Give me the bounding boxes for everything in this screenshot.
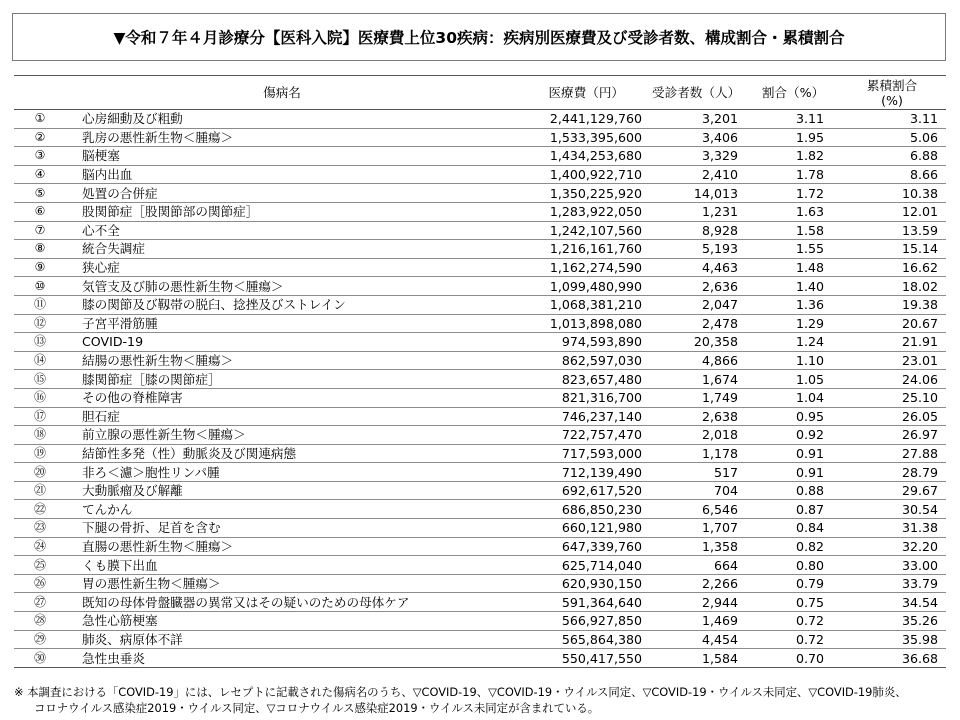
cumulative-cell: 12.01 xyxy=(838,202,946,221)
disease-name-cell: 脳梗塞 xyxy=(66,147,498,166)
header-ratio: 割合（%） xyxy=(748,76,838,110)
patients-cell: 1,707 xyxy=(652,519,748,538)
rank-cell: ⑰ xyxy=(14,407,66,426)
patients-cell: 2,478 xyxy=(652,314,748,333)
ratio-cell: 0.84 xyxy=(748,519,838,538)
disease-name-cell: 直腸の悪性新生物＜腫瘍＞ xyxy=(66,537,498,556)
cumulative-cell: 28.79 xyxy=(838,463,946,482)
patients-cell: 8,928 xyxy=(652,221,748,240)
ratio-cell: 0.87 xyxy=(748,500,838,519)
disease-name-cell: COVID-19 xyxy=(66,333,498,352)
table-row xyxy=(14,240,946,259)
cumulative-cell: 20.67 xyxy=(838,314,946,333)
ratio-cell: 1.58 xyxy=(748,221,838,240)
header-medical-cost: 医療費（円） xyxy=(498,76,652,110)
rank-cell: ⑪ xyxy=(14,295,66,314)
cumulative-cell: 18.02 xyxy=(838,277,946,296)
disease-name-cell: 胃の悪性新生物＜腫瘍＞ xyxy=(66,574,498,593)
cumulative-cell: 8.66 xyxy=(838,165,946,184)
medical-cost-cell: 823,657,480 xyxy=(498,370,652,389)
ratio-cell: 0.82 xyxy=(748,537,838,556)
disease-name-cell: くも膜下出血 xyxy=(66,556,498,575)
table-row xyxy=(14,500,946,519)
medical-cost-cell: 625,714,040 xyxy=(498,556,652,575)
rank-cell: ② xyxy=(14,128,66,147)
rank-cell: ⑤ xyxy=(14,184,66,203)
cumulative-cell: 23.01 xyxy=(838,351,946,370)
patients-cell: 2,944 xyxy=(652,593,748,612)
rank-cell: ⑬ xyxy=(14,333,66,352)
patients-cell: 2,638 xyxy=(652,407,748,426)
table-row xyxy=(14,221,946,240)
table-row xyxy=(14,147,946,166)
disease-name-cell: 乳房の悪性新生物＜腫瘍＞ xyxy=(66,128,498,147)
medical-cost-cell: 1,162,274,590 xyxy=(498,258,652,277)
patients-cell: 14,013 xyxy=(652,184,748,203)
ratio-cell: 0.75 xyxy=(748,593,838,612)
disease-name-cell: 脳内出血 xyxy=(66,165,498,184)
rank-cell: ⑥ xyxy=(14,202,66,221)
medical-cost-cell: 717,593,000 xyxy=(498,444,652,463)
disease-name-cell: 心不全 xyxy=(66,221,498,240)
disease-name-cell: 膝関節症［膝の関節症］ xyxy=(66,370,498,389)
medical-cost-cell: 746,237,140 xyxy=(498,407,652,426)
cumulative-cell: 30.54 xyxy=(838,500,946,519)
header-rank xyxy=(14,76,66,110)
medical-cost-cell: 1,068,381,210 xyxy=(498,295,652,314)
patients-cell: 1,469 xyxy=(652,612,748,631)
rank-cell: ㉓ xyxy=(14,519,66,538)
disease-cost-table xyxy=(14,75,946,668)
table-row xyxy=(14,165,946,184)
ratio-cell: 1.10 xyxy=(748,351,838,370)
table-row xyxy=(14,537,946,556)
table-header-row xyxy=(14,76,946,110)
footnote xyxy=(14,684,954,716)
table-row xyxy=(14,277,946,296)
medical-cost-cell: 1,400,922,710 xyxy=(498,165,652,184)
cumulative-cell: 13.59 xyxy=(838,221,946,240)
rank-cell: ③ xyxy=(14,147,66,166)
header-cumulative xyxy=(838,76,946,110)
patients-cell: 517 xyxy=(652,463,748,482)
medical-cost-cell: 620,930,150 xyxy=(498,574,652,593)
table-row xyxy=(14,630,946,649)
rank-cell: ㉙ xyxy=(14,630,66,649)
header-cumulative-line1: 累積割合 xyxy=(866,77,918,93)
ratio-cell: 1.55 xyxy=(748,240,838,259)
rank-cell: ④ xyxy=(14,165,66,184)
patients-cell: 3,406 xyxy=(652,128,748,147)
ratio-cell: 1.04 xyxy=(748,388,838,407)
table-row xyxy=(14,612,946,631)
ratio-cell: 0.92 xyxy=(748,426,838,445)
cumulative-cell: 26.97 xyxy=(838,426,946,445)
cumulative-cell: 32.20 xyxy=(838,537,946,556)
ratio-cell: 0.95 xyxy=(748,407,838,426)
rank-cell: ① xyxy=(14,110,66,129)
cumulative-cell: 27.88 xyxy=(838,444,946,463)
patients-cell: 1,231 xyxy=(652,202,748,221)
rank-cell: ㉒ xyxy=(14,500,66,519)
patients-cell: 664 xyxy=(652,556,748,575)
medical-cost-cell: 1,242,107,560 xyxy=(498,221,652,240)
header-patients: 受診者数（人） xyxy=(652,76,748,110)
table-row xyxy=(14,574,946,593)
medical-cost-cell: 974,593,890 xyxy=(498,333,652,352)
cumulative-cell: 33.79 xyxy=(838,574,946,593)
rank-cell: ⑲ xyxy=(14,444,66,463)
medical-cost-cell: 712,139,490 xyxy=(498,463,652,482)
patients-cell: 3,329 xyxy=(652,147,748,166)
medical-cost-cell: 591,364,640 xyxy=(498,593,652,612)
medical-cost-cell: 647,339,760 xyxy=(498,537,652,556)
table-row xyxy=(14,649,946,668)
ratio-cell: 0.70 xyxy=(748,649,838,668)
ratio-cell: 0.91 xyxy=(748,463,838,482)
ratio-cell: 0.79 xyxy=(748,574,838,593)
table-row xyxy=(14,519,946,538)
patients-cell: 4,866 xyxy=(652,351,748,370)
medical-cost-cell: 1,533,395,600 xyxy=(498,128,652,147)
table-row xyxy=(14,184,946,203)
table-row xyxy=(14,202,946,221)
medical-cost-cell: 566,927,850 xyxy=(498,612,652,631)
table-row xyxy=(14,407,946,426)
rank-cell: ⑨ xyxy=(14,258,66,277)
patients-cell: 2,018 xyxy=(652,426,748,445)
disease-name-cell: 統合失調症 xyxy=(66,240,498,259)
disease-name-cell: 気管支及び肺の悪性新生物＜腫瘍＞ xyxy=(66,277,498,296)
patients-cell: 2,047 xyxy=(652,295,748,314)
ratio-cell: 1.05 xyxy=(748,370,838,389)
disease-name-cell: 大動脈瘤及び解離 xyxy=(66,481,498,500)
medical-cost-cell: 862,597,030 xyxy=(498,351,652,370)
disease-name-cell: 心房細動及び粗動 xyxy=(66,110,498,129)
medical-cost-cell: 686,850,230 xyxy=(498,500,652,519)
disease-name-cell: 非ろ＜濾＞胞性リンパ腫 xyxy=(66,463,498,482)
cumulative-cell: 10.38 xyxy=(838,184,946,203)
ratio-cell: 1.48 xyxy=(748,258,838,277)
cumulative-cell: 15.14 xyxy=(838,240,946,259)
ratio-cell: 1.40 xyxy=(748,277,838,296)
patients-cell: 5,193 xyxy=(652,240,748,259)
table-row xyxy=(14,110,946,129)
cumulative-cell: 5.06 xyxy=(838,128,946,147)
disease-name-cell: 膝の関節及び靱帯の脱臼、捻挫及びストレイン xyxy=(66,295,498,314)
ratio-cell: 0.91 xyxy=(748,444,838,463)
rank-cell: ⑭ xyxy=(14,351,66,370)
medical-cost-cell: 722,757,470 xyxy=(498,426,652,445)
cumulative-cell: 36.68 xyxy=(838,649,946,668)
disease-name-cell: てんかん xyxy=(66,500,498,519)
disease-name-cell: 下腿の骨折、足首を含む xyxy=(66,519,498,538)
patients-cell: 4,454 xyxy=(652,630,748,649)
cumulative-cell: 29.67 xyxy=(838,481,946,500)
ratio-cell: 0.72 xyxy=(748,612,838,631)
patients-cell: 2,636 xyxy=(652,277,748,296)
rank-cell: ㉔ xyxy=(14,537,66,556)
ratio-cell: 1.82 xyxy=(748,147,838,166)
cumulative-cell: 26.05 xyxy=(838,407,946,426)
disease-name-cell: 子宮平滑筋腫 xyxy=(66,314,498,333)
table-row xyxy=(14,463,946,482)
disease-name-cell: 結節性多発（性）動脈炎及び関連病態 xyxy=(66,444,498,463)
rank-cell: ㉗ xyxy=(14,593,66,612)
cumulative-cell: 19.38 xyxy=(838,295,946,314)
report-title xyxy=(12,13,946,61)
cumulative-cell: 6.88 xyxy=(838,147,946,166)
patients-cell: 1,584 xyxy=(652,649,748,668)
disease-name-cell: 狭心症 xyxy=(66,258,498,277)
ratio-cell: 1.24 xyxy=(748,333,838,352)
cumulative-cell: 3.11 xyxy=(838,110,946,129)
rank-cell: ⑮ xyxy=(14,370,66,389)
patients-cell: 20,358 xyxy=(652,333,748,352)
report-title-text: ▼令和７年４月診療分【医科入院】医療費上位30疾病：疾病別医療費及び受診者数、構成割合・累積割合 xyxy=(113,29,845,47)
cumulative-cell: 34.54 xyxy=(838,593,946,612)
rank-cell: ㉘ xyxy=(14,612,66,631)
table-row xyxy=(14,426,946,445)
disease-name-cell: 肺炎、病原体不詳 xyxy=(66,630,498,649)
rank-cell: ㉕ xyxy=(14,556,66,575)
medical-cost-cell: 565,864,380 xyxy=(498,630,652,649)
medical-cost-cell: 1,434,253,680 xyxy=(498,147,652,166)
cumulative-cell: 24.06 xyxy=(838,370,946,389)
patients-cell: 2,410 xyxy=(652,165,748,184)
rank-cell: ⑧ xyxy=(14,240,66,259)
rank-cell: ⑦ xyxy=(14,221,66,240)
rank-cell: ⑳ xyxy=(14,463,66,482)
cumulative-cell: 33.00 xyxy=(838,556,946,575)
disease-name-cell: 股関節症［股関節部の関節症］ xyxy=(66,202,498,221)
header-disease-name: 傷病名 xyxy=(66,76,498,110)
cumulative-cell: 35.98 xyxy=(838,630,946,649)
disease-name-cell: 処置の合併症 xyxy=(66,184,498,203)
medical-cost-cell: 660,121,980 xyxy=(498,519,652,538)
patients-cell: 3,201 xyxy=(652,110,748,129)
ratio-cell: 1.36 xyxy=(748,295,838,314)
patients-cell: 4,463 xyxy=(652,258,748,277)
ratio-cell: 0.88 xyxy=(748,481,838,500)
table-row xyxy=(14,370,946,389)
cumulative-cell: 31.38 xyxy=(838,519,946,538)
table-row xyxy=(14,593,946,612)
patients-cell: 1,358 xyxy=(652,537,748,556)
table-row xyxy=(14,444,946,463)
ratio-cell: 0.80 xyxy=(748,556,838,575)
ratio-cell: 3.11 xyxy=(748,110,838,129)
rank-cell: ㉚ xyxy=(14,649,66,668)
rank-cell: ⑱ xyxy=(14,426,66,445)
ratio-cell: 1.29 xyxy=(748,314,838,333)
medical-cost-cell: 1,283,922,050 xyxy=(498,202,652,221)
patients-cell: 6,546 xyxy=(652,500,748,519)
table-row xyxy=(14,333,946,352)
table-row xyxy=(14,128,946,147)
ratio-cell: 0.72 xyxy=(748,630,838,649)
patients-cell: 1,178 xyxy=(652,444,748,463)
patients-cell: 2,266 xyxy=(652,574,748,593)
cumulative-cell: 16.62 xyxy=(838,258,946,277)
disease-name-cell: その他の脊椎障害 xyxy=(66,388,498,407)
patients-cell: 704 xyxy=(652,481,748,500)
disease-name-cell: 既知の母体骨盤臓器の異常又はその疑いのための母体ケア xyxy=(66,593,498,612)
medical-cost-cell: 2,441,129,760 xyxy=(498,110,652,129)
medical-cost-cell: 1,216,161,760 xyxy=(498,240,652,259)
medical-cost-cell: 1,013,898,080 xyxy=(498,314,652,333)
table-row xyxy=(14,556,946,575)
rank-cell: ⑯ xyxy=(14,388,66,407)
rank-cell: ㉖ xyxy=(14,574,66,593)
table-row xyxy=(14,314,946,333)
ratio-cell: 1.78 xyxy=(748,165,838,184)
disease-name-cell: 胆石症 xyxy=(66,407,498,426)
medical-cost-cell: 692,617,520 xyxy=(498,481,652,500)
header-cumulative-line2: (%) xyxy=(881,92,903,108)
patients-cell: 1,749 xyxy=(652,388,748,407)
ratio-cell: 1.95 xyxy=(748,128,838,147)
cumulative-cell: 25.10 xyxy=(838,388,946,407)
disease-name-cell: 結腸の悪性新生物＜腫瘍＞ xyxy=(66,351,498,370)
cumulative-cell: 35.26 xyxy=(838,612,946,631)
medical-cost-cell: 1,099,480,990 xyxy=(498,277,652,296)
table-row xyxy=(14,481,946,500)
ratio-cell: 1.63 xyxy=(748,202,838,221)
table-row xyxy=(14,351,946,370)
rank-cell: ㉑ xyxy=(14,481,66,500)
disease-name-cell: 前立腺の悪性新生物＜腫瘍＞ xyxy=(66,426,498,445)
cumulative-cell: 21.91 xyxy=(838,333,946,352)
medical-cost-cell: 1,350,225,920 xyxy=(498,184,652,203)
ratio-cell: 1.72 xyxy=(748,184,838,203)
patients-cell: 1,674 xyxy=(652,370,748,389)
disease-name-cell: 急性心筋梗塞 xyxy=(66,612,498,631)
medical-cost-cell: 550,417,550 xyxy=(498,649,652,668)
medical-cost-cell: 821,316,700 xyxy=(498,388,652,407)
table-row xyxy=(14,258,946,277)
table-row xyxy=(14,388,946,407)
footnote-line2: コロナウイルス感染症2019・ウイルス同定、▽コロナウイルス感染症2019・ウイルス未同定が含まれている。 xyxy=(34,701,600,715)
disease-name-cell: 急性虫垂炎 xyxy=(66,649,498,668)
table-row xyxy=(14,295,946,314)
table-body xyxy=(14,110,946,668)
rank-cell: ⑩ xyxy=(14,277,66,296)
rank-cell: ⑫ xyxy=(14,314,66,333)
footnote-line1: ※ 本調査における「COVID-19」には、レセプトに記載された傷病名のうち、▽COVID-19、▽COVID-19・ウイルス同定、▽COVID-19・ウイルス未同定、▽COVID-19肺炎、 xyxy=(14,685,907,699)
